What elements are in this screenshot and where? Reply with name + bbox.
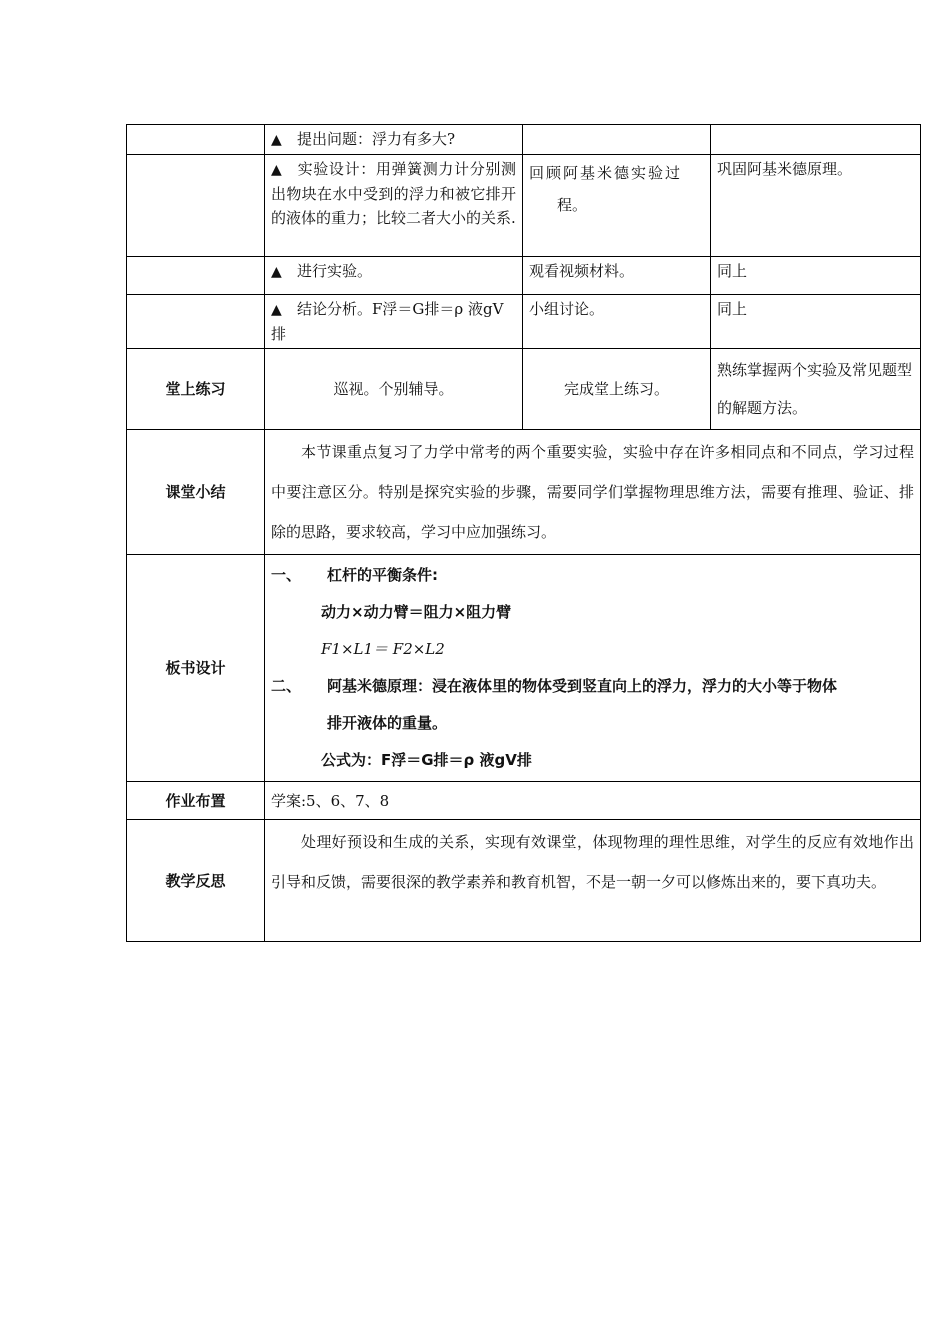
section-label: 课堂小结 (127, 430, 265, 555)
teacher-activity: 巡视。个别辅导。 (265, 349, 523, 430)
triangle-bullet-icon: ▲ (271, 132, 282, 148)
design-intent: 同上 (711, 295, 921, 349)
board-formula: 公式为：F浮＝G排＝ρ 液gV排 (321, 751, 532, 769)
table-row (127, 257, 921, 295)
student-activity: 完成堂上练习。 (523, 349, 711, 430)
item-number: 二、 (271, 677, 302, 695)
table-row (127, 555, 921, 782)
section-label: 作业布置 (127, 782, 265, 820)
teacher-activity (265, 257, 523, 295)
row-label (127, 295, 265, 349)
student-activity (523, 155, 711, 257)
homework-text: 学案:5、6、7、8 (265, 782, 921, 820)
student-text: 程。 (557, 196, 588, 214)
lesson-plan-table (126, 124, 921, 942)
board-item-2 (271, 668, 914, 705)
item-title: 杠杆的平衡条件: (327, 566, 438, 584)
table-row (127, 820, 921, 942)
teacher-text: 结论分析。F浮＝G排＝ρ 液gV排 (271, 300, 504, 343)
row-label (127, 257, 265, 295)
triangle-bullet-icon: ▲ (271, 302, 282, 318)
teacher-activity (265, 155, 523, 257)
teacher-activity (265, 125, 523, 155)
table-row (127, 295, 921, 349)
design-intent: 熟练掌握两个实验及常见题型的解题方法。 (711, 349, 921, 430)
section-label: 板书设计 (127, 555, 265, 782)
teacher-activity (265, 295, 523, 349)
design-intent (711, 125, 921, 155)
table-row (127, 349, 921, 430)
triangle-bullet-icon: ▲ (271, 264, 282, 280)
student-activity: 小组讨论。 (523, 295, 711, 349)
reflection-paragraph: 处理好预设和生成的关系，实现有效课堂，体现物理的理性思维，对学生的反应有效地作出引导和反馈，需要很深的教学素养和教育机智，不是一朝一夕可以修炼出来的，要下真功夫。 (271, 833, 914, 891)
design-intent: 同上 (711, 257, 921, 295)
row-label (127, 125, 265, 155)
teacher-text: 提出问题：浮力有多大? (297, 130, 456, 148)
section-label: 教学反思 (127, 820, 265, 942)
item-title: 阿基米德原理：浸在液体里的物体受到竖直向上的浮力，浮力的大小等于物体 (327, 677, 838, 695)
item-number: 一、 (271, 566, 302, 584)
row-label (127, 155, 265, 257)
section-label: 堂上练习 (127, 349, 265, 430)
teacher-text: 进行实验。 (297, 262, 373, 280)
table-row (127, 430, 921, 555)
table-row (127, 125, 921, 155)
design-intent: 巩固阿基米德原理。 (711, 155, 921, 257)
table-row (127, 782, 921, 820)
triangle-bullet-icon: ▲ (271, 162, 282, 178)
board-line: 排开液体的重量。 (327, 714, 448, 732)
teacher-text: 实验设计：用弹簧测力计分别测出物块在水中受到的浮力和被它排开的液体的重力；比较二者大小的关系. (271, 160, 516, 227)
student-activity: 观看视频材料。 (523, 257, 711, 295)
student-activity (523, 125, 711, 155)
reflection-text (265, 820, 921, 942)
table-row (127, 155, 921, 257)
student-text: 回顾阿基米德实验过 (529, 164, 683, 182)
board-design (265, 555, 921, 782)
board-formula: F1×L1＝ F2×L2 (321, 640, 445, 658)
board-item-1 (271, 557, 914, 594)
summary-text (265, 430, 921, 555)
board-line: 动力×动力臂＝阻力×阻力臂 (321, 603, 512, 621)
summary-paragraph: 本节课重点复习了力学中常考的两个重要实验，实验中存在许多相同点和不同点，学习过程中要注意区分。特别是探究实验的步骤，需要同学们掌握物理思维方法，需要有推理、验证、排除的思路，要求较高，学习中应加强练习。 (271, 443, 914, 541)
